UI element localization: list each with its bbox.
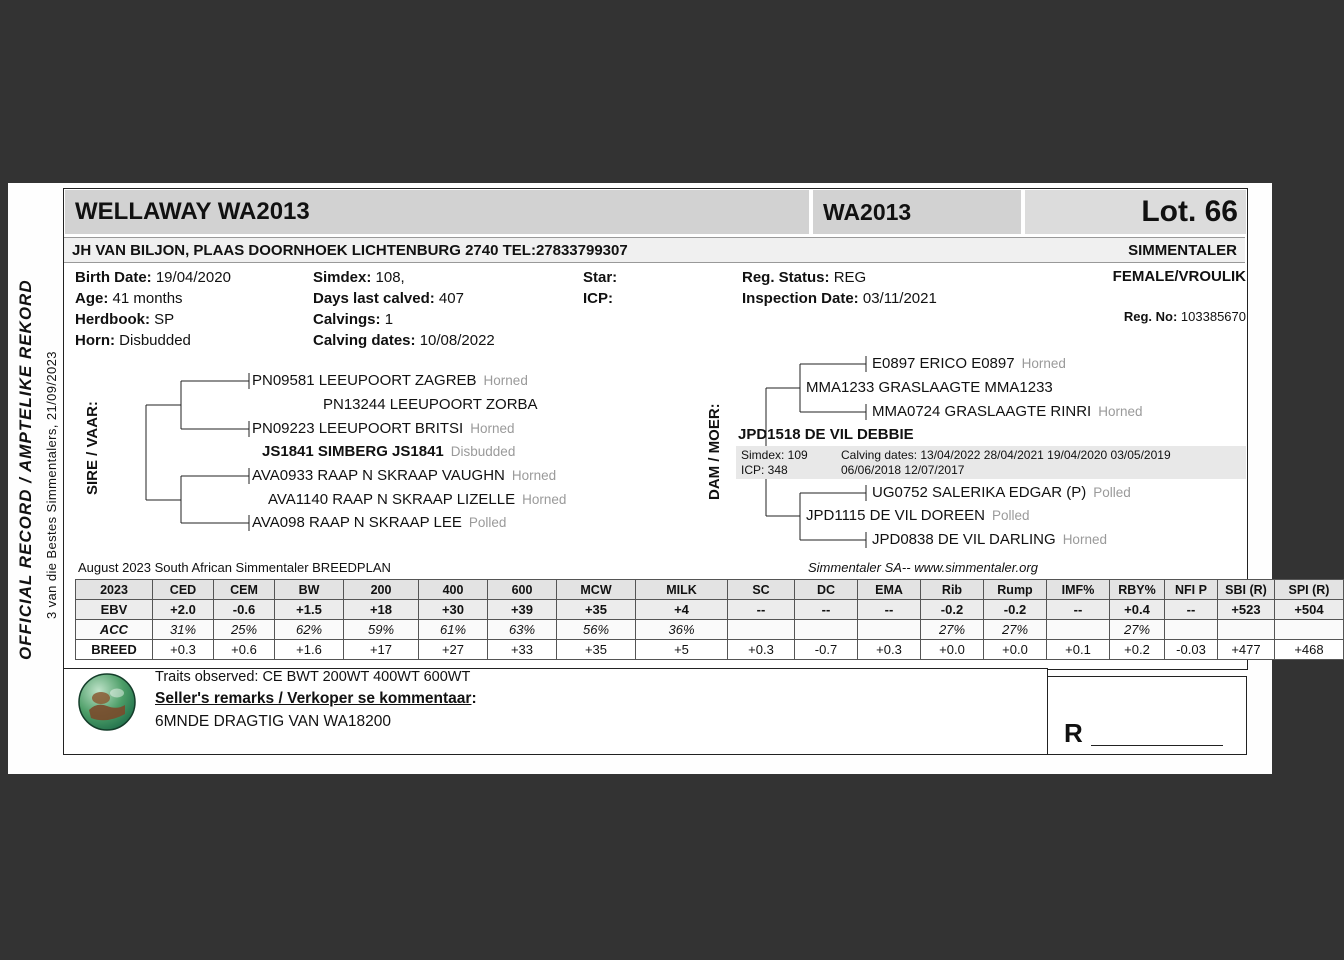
breedplan-cell: +0.0 xyxy=(984,640,1047,660)
horn-status: Polled xyxy=(1093,485,1131,500)
pedigree-row: UG0752 SALERIKA EDGAR (P) Polled xyxy=(872,484,1131,501)
breedplan-col-header: SC xyxy=(728,580,795,600)
breedplan-row-ebv xyxy=(76,600,1344,620)
breedplan-cell: +504 xyxy=(1275,600,1344,620)
lot-number: Lot. 66 xyxy=(1025,190,1246,234)
pedigree-row: AVA1140 RAAP N SKRAAP LIZELLE Horned xyxy=(268,491,567,508)
breedplan-cell: 25% xyxy=(214,620,275,640)
breedplan-cell: +477 xyxy=(1218,640,1275,660)
breedplan-col-header: 200 xyxy=(344,580,419,600)
breedplan-table xyxy=(75,579,1344,660)
currency-symbol: R xyxy=(1064,718,1083,748)
breedplan-col-header: DC xyxy=(795,580,858,600)
breedplan-source: Simmentaler SA-- www.simmentaler.org xyxy=(808,560,1038,575)
breedplan-col-header: IMF% xyxy=(1047,580,1110,600)
detail-line: Birth Date: 19/04/2020 xyxy=(75,269,231,286)
breedplan-col-header: MILK xyxy=(636,580,728,600)
pedigree-row: PN09223 LEEUPOORT BRITSI Horned xyxy=(252,420,515,437)
breedplan-col-header: 2023 xyxy=(76,580,153,600)
breedplan-cell: +0.6 xyxy=(214,640,275,660)
breedplan-cell: +35 xyxy=(557,640,636,660)
breedplan-cell: +18 xyxy=(344,600,419,620)
breedplan-cell: 56% xyxy=(557,620,636,640)
breedplan-col-header: CED xyxy=(153,580,214,600)
detail-line: Simdex: 108, xyxy=(313,269,405,286)
breedplan-col-header: MCW xyxy=(557,580,636,600)
pedigree-row: PN09581 LEEUPOORT ZAGREB Horned xyxy=(252,372,528,389)
sex-label: FEMALE/VROULIK xyxy=(1112,268,1246,285)
sellers-remarks-label: Seller's remarks / Verkoper se kommentaar: xyxy=(155,690,477,707)
dam-section-label: DAM / MOER: xyxy=(706,403,723,501)
breedplan-col-header: 600 xyxy=(488,580,557,600)
breedplan-cell: +0.4 xyxy=(1110,600,1165,620)
horn-status: Polled xyxy=(468,515,507,530)
breedplan-cell: +0.3 xyxy=(858,640,921,660)
animal-name-header: WELLAWAY WA2013 xyxy=(65,190,809,234)
breed-society-logo xyxy=(76,672,138,732)
breedplan-cell: +0.0 xyxy=(921,640,984,660)
breedplan-cell: +1.5 xyxy=(275,600,344,620)
breedplan-cell xyxy=(728,620,795,640)
horn-status: Horned xyxy=(1062,532,1107,547)
breedplan-cell: +4 xyxy=(636,600,728,620)
breedplan-cell: 61% xyxy=(419,620,488,640)
breedplan-cell: +33 xyxy=(488,640,557,660)
detail-line: Inspection Date: 03/11/2021 xyxy=(742,290,937,307)
breed-name: SIMMENTALER xyxy=(1128,241,1237,259)
details-column-2 xyxy=(313,267,495,351)
detail-line: Days last calved: 407 xyxy=(313,290,464,307)
registration-number: Reg. No: 103385670 xyxy=(1123,309,1246,324)
breedplan-cell: -0.2 xyxy=(921,600,984,620)
traits-observed: Traits observed: CE BWT 200WT 400WT 600WT xyxy=(155,669,471,685)
detail-line: Star: xyxy=(583,269,618,286)
breedplan-col-header: NFI P xyxy=(1165,580,1218,600)
breedplan-cell xyxy=(1165,620,1218,640)
pedigree-row: MMA1233 GRASLAAGTE MMA1233 xyxy=(806,379,1053,396)
pedigree-row: JPD0838 DE VIL DARLING Horned xyxy=(872,531,1107,548)
breedplan-header-row xyxy=(76,580,1344,600)
breedplan-col-header: CEM xyxy=(214,580,275,600)
breedplan-cell: +35 xyxy=(557,600,636,620)
breedplan-cell: +30 xyxy=(419,600,488,620)
detail-line: Calving dates: 10/08/2022 xyxy=(313,332,495,349)
breedplan-row-acc xyxy=(76,620,1344,640)
owner-contact: JH VAN BILJON, PLAAS DOORNHOEK LICHTENBURG 2740 TEL:27833799307 xyxy=(72,241,628,259)
horn-status: Horned xyxy=(1098,404,1143,419)
sellers-remarks-text: 6MNDE DRAGTIG VAN WA18200 xyxy=(155,713,392,730)
breedplan-row-breed xyxy=(76,640,1344,660)
breedplan-cell: -- xyxy=(1165,600,1218,620)
horn-status: Disbudded xyxy=(450,444,516,459)
breedplan-cell: +0.1 xyxy=(1047,640,1110,660)
breedplan-col-header: BW xyxy=(275,580,344,600)
pedigree-row: AVA0933 RAAP N SKRAAP VAUGHN Horned xyxy=(252,467,557,484)
breedplan-cell: -0.03 xyxy=(1165,640,1218,660)
breedplan-cell: -- xyxy=(795,600,858,620)
breedplan-cell xyxy=(1275,620,1344,640)
breedplan-cell: +17 xyxy=(344,640,419,660)
breedplan-cell: +523 xyxy=(1218,600,1275,620)
breedplan-cell: -0.2 xyxy=(984,600,1047,620)
detail-line: Age: 41 months xyxy=(75,290,183,307)
breedplan-cell: +0.2 xyxy=(1110,640,1165,660)
breedplan-cell: 27% xyxy=(1110,620,1165,640)
breedplan-col-header: EMA xyxy=(858,580,921,600)
breedplan-cell xyxy=(795,620,858,640)
details-column-3 xyxy=(583,267,617,309)
price-blank-line xyxy=(1091,721,1223,746)
horn-status: Horned xyxy=(511,468,557,483)
breedplan-cell: +468 xyxy=(1275,640,1344,660)
breedplan-cell: 62% xyxy=(275,620,344,640)
detail-line: Calvings: 1 xyxy=(313,311,394,328)
pedigree-row: AVA098 RAAP N SKRAAP LEE Polled xyxy=(252,514,507,531)
pedigree-row: E0897 ERICO E0897 Horned xyxy=(872,355,1066,372)
horn-status: Horned xyxy=(522,492,567,507)
horn-status: Horned xyxy=(483,373,528,388)
breedplan-cell: 63% xyxy=(488,620,557,640)
breedplan-row-label: EBV xyxy=(76,600,153,620)
animal-tag-header: WA2013 xyxy=(813,190,1021,234)
owner-row xyxy=(64,237,1245,263)
dam-performance-box: Simdex: 109 Calving dates: 13/04/2022 28/04/2021 19/04/2020 03/05/2019 ICP: 348 06/06/2018 12/07/2017 xyxy=(736,446,1246,479)
breedplan-col-header: Rib xyxy=(921,580,984,600)
horn-status: Polled xyxy=(991,508,1030,523)
breedplan-col-header: SPI (R) xyxy=(1275,580,1344,600)
pedigree-row: JPD1115 DE VIL DOREEN Polled xyxy=(806,507,1030,524)
breedplan-cell: -- xyxy=(1047,600,1110,620)
price-area xyxy=(1048,676,1247,755)
breedplan-cell xyxy=(1218,620,1275,640)
breedplan-cell: +0.3 xyxy=(153,640,214,660)
horn-status: Horned xyxy=(470,421,515,436)
details-column-4 xyxy=(742,267,937,309)
detail-line: Horn: Disbudded xyxy=(75,332,191,349)
breedplan-cell: 59% xyxy=(344,620,419,640)
breedplan-cell: +1.6 xyxy=(275,640,344,660)
breedplan-cell xyxy=(1047,620,1110,640)
breedplan-cell: 27% xyxy=(921,620,984,640)
breedplan-title: August 2023 South African Simmentaler BREEDPLAN xyxy=(78,560,391,575)
breedplan-cell: -0.7 xyxy=(795,640,858,660)
breedplan-cell: -- xyxy=(858,600,921,620)
sire-section-label: SIRE / VAAR: xyxy=(84,401,101,495)
official-record-side-text: OFFICIAL RECORD / AMPTELIKE REKORD xyxy=(16,279,35,660)
pedigree-sire: JS1841 SIMBERG JS1841 Disbudded xyxy=(262,443,516,460)
horn-status: Horned xyxy=(1021,356,1066,371)
breedplan-row-label: ACC xyxy=(76,620,153,640)
detail-line: Reg. Status: REG xyxy=(742,269,867,286)
breedplan-cell: +5 xyxy=(636,640,728,660)
breedplan-cell: +39 xyxy=(488,600,557,620)
detail-line: ICP: xyxy=(583,290,613,307)
breedplan-cell: -- xyxy=(728,600,795,620)
pedigree-row: PN13244 LEEUPOORT ZORBA xyxy=(323,396,538,413)
breedplan-cell: 31% xyxy=(153,620,214,640)
breedplan-cell: 36% xyxy=(636,620,728,640)
breedplan-col-header: RBY% xyxy=(1110,580,1165,600)
breedplan-col-header: SBI (R) xyxy=(1218,580,1275,600)
sale-side-text: 3 van die Bestes Simmentalers, 21/09/2023 xyxy=(44,351,59,619)
breedplan-cell: +27 xyxy=(419,640,488,660)
breedplan-cell: +0.3 xyxy=(728,640,795,660)
breedplan-cell: +2.0 xyxy=(153,600,214,620)
pedigree-dam: JPD1518 DE VIL DEBBIE xyxy=(738,426,914,443)
details-column-1 xyxy=(75,267,231,351)
breedplan-col-header: 400 xyxy=(419,580,488,600)
breedplan-cell xyxy=(858,620,921,640)
breedplan-col-header: Rump xyxy=(984,580,1047,600)
pedigree-row: MMA0724 GRASLAAGTE RINRI Horned xyxy=(872,403,1143,420)
breedplan-cell: 27% xyxy=(984,620,1047,640)
breedplan-row-label: BREED xyxy=(76,640,153,660)
detail-line: Herdbook: SP xyxy=(75,311,175,328)
breedplan-cell: -0.6 xyxy=(214,600,275,620)
